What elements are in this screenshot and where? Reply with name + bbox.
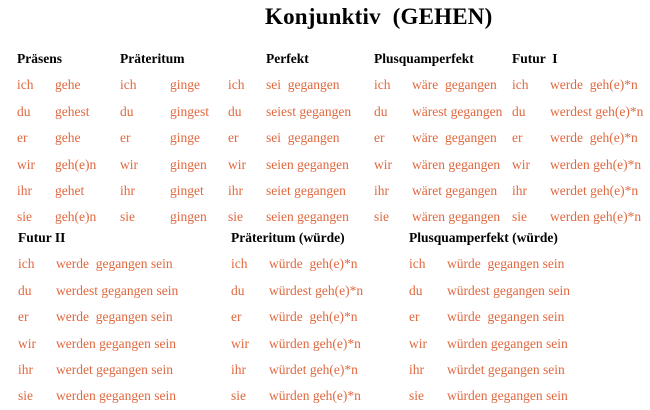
verb-form: gehest: [55, 103, 90, 119]
verb-form: werden gegangen sein: [56, 335, 176, 351]
section-heading: Futur I: [512, 51, 558, 66]
conjugation-row: [231, 357, 363, 383]
pronoun: wir: [512, 156, 530, 172]
pronoun: sie: [231, 388, 246, 404]
conjugation-row: [18, 357, 178, 383]
conjugation-row: [17, 125, 96, 151]
verb-form: werde gegangen sein: [56, 256, 173, 272]
verb-form: würde gegangen sein: [447, 256, 565, 272]
pronoun: sie: [228, 209, 243, 225]
section-futur-1: [512, 46, 643, 231]
pronoun: du: [120, 103, 134, 119]
conjugation-row: [120, 99, 209, 125]
verb-form: werde geh(e)*n: [550, 130, 638, 146]
conjugation-row: [374, 72, 502, 98]
verb-form: werden geh(e)*n: [550, 156, 642, 172]
pronoun: ich: [17, 77, 34, 93]
verb-form: geh(e)n: [55, 156, 97, 172]
pronoun: ihr: [374, 182, 389, 198]
verb-form: werdet geh(e)*n: [550, 182, 639, 198]
conjugation-row: [409, 383, 570, 409]
pronoun: ich: [231, 256, 248, 272]
pronoun: sie: [374, 209, 389, 225]
verb-form: seiet gegangen: [266, 182, 346, 198]
verb-form: würde geh(e)*n: [269, 256, 358, 272]
pronoun: wir: [120, 156, 138, 172]
pronoun: ich: [512, 77, 529, 93]
verb-form: geh(e)n: [55, 209, 97, 225]
conjugation-row: [18, 304, 178, 330]
verb-form: wäre gegangen: [412, 77, 497, 93]
conjugation-row: [228, 152, 351, 178]
section-praeteritum-wuerde: [231, 225, 363, 410]
pronoun: du: [17, 103, 31, 119]
verb-form: würdest geh(e)*n: [269, 282, 364, 298]
pronoun: du: [409, 282, 423, 298]
verb-form: würden geh(e)*n: [269, 388, 361, 404]
verb-form: werde geh(e)*n: [550, 77, 638, 93]
conjugation-row: [228, 99, 351, 125]
verb-form: gingest: [170, 103, 209, 119]
conjugation-row: [228, 72, 351, 98]
conjugation-row: [409, 357, 570, 383]
verb-form: werden geh(e)*n: [550, 209, 642, 225]
pronoun: ich: [120, 77, 137, 93]
conjugation-row: [512, 178, 643, 204]
verb-form: würde gegangen sein: [447, 309, 565, 325]
conjugation-row: [512, 72, 643, 98]
verb-form: gehe: [55, 130, 81, 146]
conjugation-row: [17, 152, 96, 178]
pronoun: sie: [409, 388, 424, 404]
verb-form: werdet gegangen sein: [56, 361, 173, 377]
pronoun: du: [231, 282, 245, 298]
section-heading: Futur II: [18, 230, 66, 245]
section-heading: Plusquamperfekt: [374, 51, 474, 66]
pronoun: er: [512, 130, 523, 146]
section-plusquamperfekt-wuerde: [409, 225, 570, 410]
conjugation-row: [374, 152, 502, 178]
conjugation-row: [231, 304, 363, 330]
pronoun: sie: [512, 209, 527, 225]
conjugation-row: [409, 331, 570, 357]
verb-form: ginget: [170, 182, 204, 198]
section-praesens: [17, 46, 96, 231]
section-heading: Plusquamperfekt (würde): [409, 230, 558, 245]
conjugation-row: [120, 72, 209, 98]
verb-form: würdet geh(e)*n: [269, 361, 358, 377]
pronoun: wir: [18, 335, 36, 351]
conjugation-row: [512, 125, 643, 151]
page-title: Konjunktiv (GEHEN): [265, 4, 493, 29]
conjugation-row: [17, 178, 96, 204]
verb-form: würden gegangen sein: [447, 335, 568, 351]
conjugation-row: [18, 278, 178, 304]
pronoun: ich: [228, 77, 245, 93]
verb-form: würdet gegangen sein: [447, 361, 565, 377]
pronoun: ihr: [17, 182, 32, 198]
pronoun: ich: [374, 77, 391, 93]
pronoun: er: [18, 309, 29, 325]
verb-form: wäre gegangen: [412, 130, 497, 146]
verb-form: seiest gegangen: [266, 103, 352, 119]
verb-form: seien gegangen: [266, 209, 349, 225]
verb-form: würden gegangen sein: [447, 388, 568, 404]
section-heading: Präsens: [17, 51, 62, 66]
pronoun: er: [120, 130, 131, 146]
verb-form: sei gegangen: [266, 77, 340, 93]
pronoun: wir: [374, 156, 392, 172]
pronoun: ihr: [120, 182, 135, 198]
conjugation-row: [374, 178, 502, 204]
verb-form: wärest gegangen: [412, 103, 503, 119]
verb-form: wäret gegangen: [412, 182, 498, 198]
pronoun: er: [374, 130, 385, 146]
section-heading: Präteritum: [120, 51, 185, 66]
conjugation-row: [374, 99, 502, 125]
conjugation-row: [231, 383, 363, 409]
conjugation-row: [512, 152, 643, 178]
pronoun: wir: [17, 156, 35, 172]
verb-form: wären gegangen: [412, 209, 501, 225]
conjugation-row: [120, 178, 209, 204]
conjugation-row: [409, 251, 570, 277]
verb-form: ginge: [170, 77, 200, 93]
verb-form: werde gegangen sein: [56, 309, 173, 325]
pronoun: wir: [228, 156, 246, 172]
pronoun: ihr: [409, 361, 424, 377]
verb-form: werden gegangen sein: [56, 388, 176, 404]
verb-form: gingen: [170, 209, 207, 225]
verb-form: werdest gegangen sein: [56, 282, 179, 298]
conjugation-row: [512, 99, 643, 125]
pronoun: du: [512, 103, 526, 119]
verb-form: gehe: [55, 77, 81, 93]
conjugation-row: [231, 278, 363, 304]
section-perfekt: [228, 46, 351, 231]
verb-form: würden geh(e)*n: [269, 335, 361, 351]
conjugation-row: [228, 178, 351, 204]
conjugation-row: [374, 125, 502, 151]
section-praeteritum: [120, 46, 209, 231]
section-plusquamperfekt: [374, 46, 502, 231]
pronoun: er: [228, 130, 239, 146]
pronoun: ihr: [18, 361, 33, 377]
conjugation-row: [231, 251, 363, 277]
pronoun: ich: [18, 256, 35, 272]
pronoun: du: [18, 282, 32, 298]
verb-form: würdest gegangen sein: [447, 282, 570, 298]
verb-form: sei gegangen: [266, 130, 340, 146]
conjugation-row: [120, 125, 209, 151]
conjugation-row: [409, 278, 570, 304]
verb-form: werdest geh(e)*n: [550, 103, 644, 119]
conjugation-row: [17, 72, 96, 98]
pronoun: sie: [17, 209, 32, 225]
verb-form: seien gegangen: [266, 156, 349, 172]
section-futur-2: [18, 225, 178, 410]
pronoun: ihr: [228, 182, 243, 198]
verb-form: würde geh(e)*n: [269, 309, 358, 325]
pronoun: du: [228, 103, 242, 119]
pronoun: ich: [409, 256, 426, 272]
conjugation-row: [18, 251, 178, 277]
pronoun: ihr: [231, 361, 246, 377]
pronoun: du: [374, 103, 388, 119]
conjugation-row: [18, 383, 178, 409]
pronoun: er: [17, 130, 28, 146]
verb-form: gingen: [170, 156, 207, 172]
verb-form: ginge: [170, 130, 200, 146]
conjugation-row: [231, 331, 363, 357]
section-heading: Perfekt: [266, 51, 309, 66]
pronoun: er: [409, 309, 420, 325]
pronoun: sie: [120, 209, 135, 225]
conjugation-row: [17, 99, 96, 125]
pronoun: ihr: [512, 182, 527, 198]
conjugation-row: [228, 125, 351, 151]
verb-form: wären gegangen: [412, 156, 501, 172]
pronoun: sie: [18, 388, 33, 404]
section-heading: Präteritum (würde): [231, 230, 345, 245]
pronoun: er: [231, 309, 242, 325]
conjugation-row: [18, 331, 178, 357]
pronoun: wir: [231, 335, 249, 351]
pronoun: wir: [409, 335, 427, 351]
verb-form: gehet: [55, 182, 85, 198]
conjugation-row: [120, 152, 209, 178]
conjugation-row: [409, 304, 570, 330]
